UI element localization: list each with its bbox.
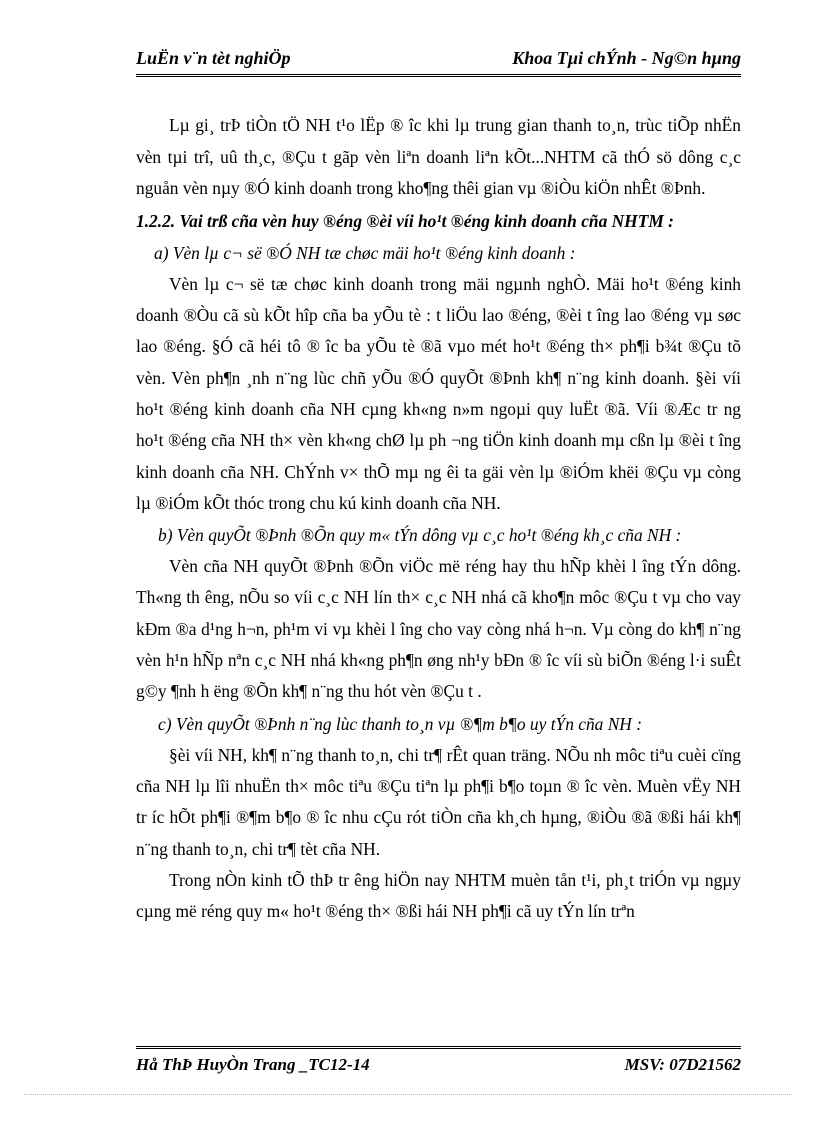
- paragraph-1: Lµ gi¸ trÞ tiÒn tÖ NH t¹o lËp ® îc khi lµ trung gian thanh to¸n, trùc tiÕp nhËn vèn tµi trî, uû th¸c, ®Çu t gãp vèn liªn doanh liªn kÕt...NHTM cã thÓ sö dông c¸c nguån vèn nµy ®Ó kinh doanh trong kho¶ng thêi gian vµ ®iÒu kiÖn nhÊt ®Þnh.: [136, 115, 741, 199]
- page-footer: [136, 1046, 741, 1075]
- paragraph-2: Vèn lµ c¬ së tæ chøc kinh doanh trong mäi ngµnh nghÒ. Mäi ho¹t ®éng kinh doanh ®Òu cã sù kÕt hîp cña ba yÕu tè : t liÖu lao ®éng, ®èi t îng lao ®éng vµ søc lao ®éng. §Ó cã héi tô ® îc ba yÕu tè ®ã vµo mét ho¹t ®éng th× ph¶i b¾t ®Çu tõ vèn. Vèn ph¶n ¸nh n¨ng lùc chñ yÕu ®Ó quyÕt ®Þnh kh¶ n¨ng kinh doanh. §èi víi ho¹t ®éng kinh doanh cña NH cµng kh«ng n»m ngoµi quy luËt ®ã. Víi ®Æc tr ng ho¹t ®éng cña NH th× vèn kh«ng chØ lµ ph ¬ng tiÖn kinh doanh mµ cßn lµ ®èi t îng kinh doanh cña NH. ChÝnh v× thÕ mµ ng êi ta gäi vèn lµ ®iÓm khëi ®Çu vµ còng lµ ®iÓm kÕt thóc trong chu kú kinh doanh cña NH.: [136, 273, 741, 513]
- subheading-c: c) Vèn quyÕt ®Þnh n¨ng lùc thanh to¸n vµ ®¶m b¶o uy tÝn cña NH :: [158, 713, 642, 734]
- subheading-b: b) Vèn quyÕt ®Þnh ®Õn quy m« tÝn dông vµ c¸c ho¹t ®éng kh¸c cña NH :: [158, 525, 682, 546]
- subheading-a: a) Vèn lµ c¬ së ®Ó NH tæ chøc mäi ho¹t ®éng kinh doanh :: [154, 242, 576, 263]
- page-bottom-edge: [24, 1094, 792, 1095]
- paragraph-3: Vèn cña NH quyÕt ®Þnh ®Õn viÖc më réng hay thu hÑp khèi l îng tÝn dông. Th«ng th êng, nÕu so víi c¸c NH lín th× c¸c NH nhá cã kho¶n môc ®Çu t vµ cho vay kÐm ®a d¹ng h¬n, ph¹m vi vµ khèi l îng cho vay còng nhá h¬n. Vµ còng do kh¶ n¨ng vèn h¹n hÑp nªn c¸c NH nhá kh«ng ph¶n øng nh¹y bÐn ® îc víi sù biÕn ®éng l·i suÊt g©y ¶nh h ëng ®Õn kh¶ n¨ng thu hót vèn ®Çu t .: [136, 556, 741, 702]
- footer-author: Hå ThÞ HuyÒn Trang _TC12-14: [136, 1055, 370, 1074]
- header-thesis-title: LuËn v¨n tèt nghiÖp: [136, 48, 291, 68]
- document-body: [136, 110, 741, 927]
- page-header: [136, 48, 741, 77]
- section-heading: 1.2.2. Vai trß cña vèn huy ®éng ®èi víi ho¹t ®éng kinh doanh cña NHTM :: [136, 210, 674, 231]
- header-faculty: Khoa Tµi chÝnh - Ng©n hµng: [512, 48, 741, 68]
- footer-student-id: MSV: 07D21562: [624, 1055, 741, 1074]
- paragraph-5: Trong nÒn kinh tÕ thÞ tr êng hiÖn nay NHTM muèn tån t¹i, ph¸t triÓn vµ ngµy cµng më réng quy m« ho¹t ®éng th× ®ßi hái NH ph¶i cã uy tÝn lín trªn: [136, 869, 741, 922]
- paragraph-4: §èi víi NH, kh¶ n¨ng thanh to¸n, chi tr¶ rÊt quan träng. NÕu nh môc tiªu cuèi cïng cña NH lµ lîi nhuËn th× môc tiªu ®Çu tiªn lµ ph¶i b¶o toµn ® îc vèn. Muèn vËy NH tr íc hÕt ph¶i ®¶m b¶o ® îc nhu cÇu rót tiÒn cña kh¸ch hµng, ®iÒu ®ã ®ßi hái kh¶ n¨ng thanh to¸n, chi tr¶ tèt cña NH.: [136, 744, 741, 859]
